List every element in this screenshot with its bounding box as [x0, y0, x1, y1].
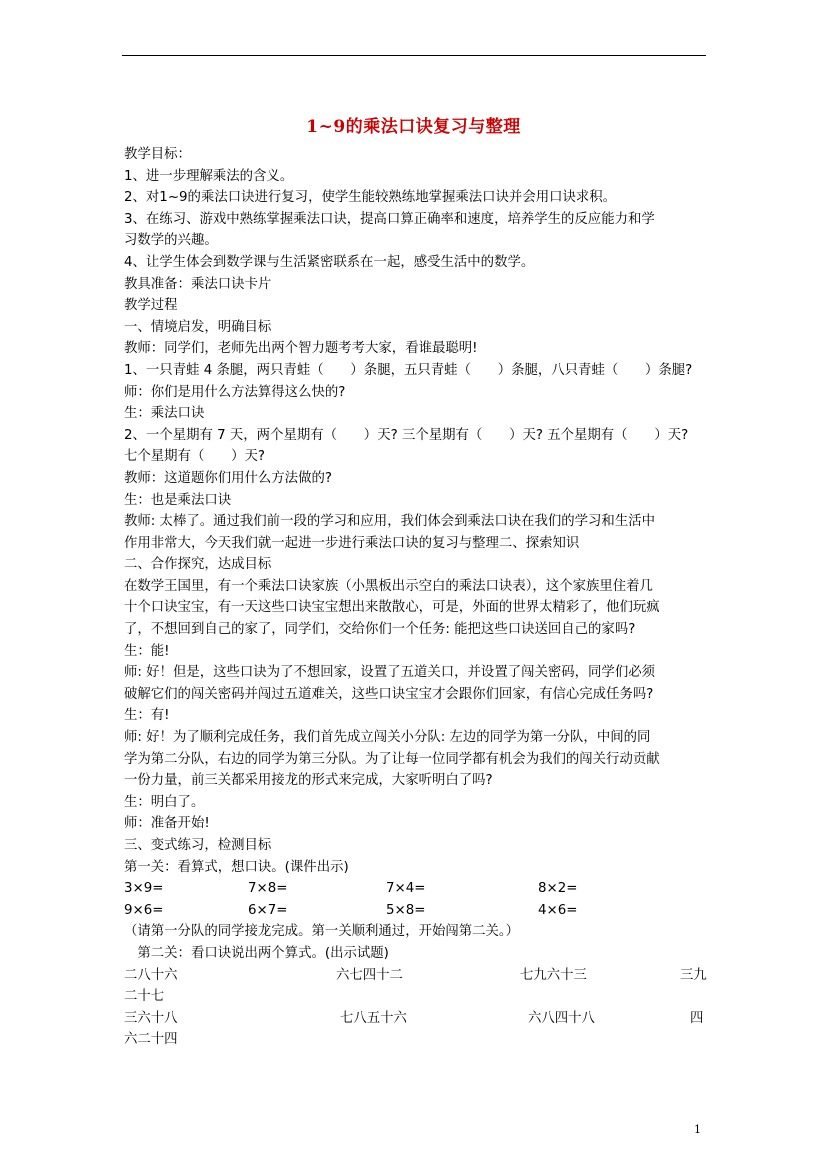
proverb: 七八五十六	[340, 1010, 407, 1026]
text-line: 教师：这道题你们用什么方法做的?	[124, 470, 332, 486]
text-line: 七个星期有（ ）天?	[124, 449, 266, 465]
proverb-row-1	[124, 965, 710, 987]
document-title: 1~9的乘法口诀复习与整理	[306, 117, 521, 137]
text-line: 习数学的兴趣。	[124, 233, 218, 249]
text-line: 教学过程	[124, 298, 178, 314]
proverb-wrap-1: 二十七	[124, 989, 165, 1005]
proverb-wrap-2: 六二十四	[124, 1032, 178, 1048]
text-line: 生：也是乘法口诀	[124, 492, 232, 508]
text-line: 一、情境启发，明确目标	[124, 319, 272, 335]
text-line: 作用非常大，今天我们就一起进一步进行乘法口诀的复习与整理二、探索知识	[124, 535, 580, 551]
text-line: 第二关：看口诀说出两个算式。(出示试题)	[124, 945, 389, 961]
text-line: 师：你们是用什么方法算得这么快的?	[124, 384, 346, 400]
text-line: 十个口诀宝宝，有一天这些口诀宝宝想出来散散心，可是，外面的世界太精彩了，他们玩疯	[124, 600, 660, 616]
equation: 9×6=	[124, 902, 164, 918]
proverb: 三六十八	[124, 1010, 178, 1026]
text-line: （请第一分队的同学接龙完成。第一关顺利通过，开始闯第二关。）	[124, 924, 520, 940]
text-line: 一份力量，前三关都采用接龙的形式来完成，大家听明白了吗?	[124, 773, 493, 789]
proverb-row-2	[124, 1008, 710, 1030]
equation: 7×4=	[386, 881, 426, 897]
equation-row-2	[124, 900, 710, 922]
text-line: 教师：同学们，老师先出两个智力题考考大家，看谁最聪明!	[124, 341, 478, 357]
text-line: 生：乘法口诀	[124, 406, 205, 422]
text-line: 3、在练习、游戏中熟练掌握乘法口诀，提高口算正确率和速度，培养学生的反应能力和学	[124, 211, 655, 227]
text-line: 师: 好！为了顺利完成任务，我们首先成立闯关小分队: 左边的同学为第一分队，中间的同	[124, 730, 651, 746]
text-line: 1、进一步理解乘法的含义。	[124, 168, 294, 184]
proverb: 二八十六	[124, 967, 178, 983]
text-line: 第一关：看算式，想口诀。(课件出示)	[124, 859, 349, 875]
proverb: 三九	[680, 967, 707, 983]
equation: 4×6=	[538, 902, 578, 918]
equation: 5×8=	[386, 902, 426, 918]
text-line: 生：明白了。	[124, 794, 205, 810]
text-line: 2、对1~9的乘法口诀进行复习，使学生能较熟练地掌握乘法口诀并会用口诀求积。	[124, 190, 617, 206]
equation-row-1	[124, 878, 710, 900]
text-line: 1、一只青蛙 4 条腿，两只青蛙（ ）条腿，五只青蛙（ ）条腿，八只青蛙（ ）条腿?	[124, 362, 693, 378]
lesson-text-part2	[124, 921, 710, 964]
text-line: 师：准备开始!	[124, 816, 210, 832]
lesson-text-part1	[124, 144, 710, 878]
document-body	[124, 144, 710, 1051]
equation: 6×7=	[248, 902, 288, 918]
text-line: 破解它们的闯关密码并闯过五道难关，这些口诀宝宝才会跟你们回家，有信心完成任务吗?	[124, 686, 654, 702]
proverb: 六八四十八	[528, 1010, 595, 1026]
text-line: 师: 好！但是，这些口诀为了不想回家，设置了五道关口，并设置了闯关密码，同学们必须	[124, 665, 655, 681]
page-number: 1	[694, 1123, 701, 1136]
proverb: 四	[690, 1010, 704, 1026]
equation: 7×8=	[248, 881, 288, 897]
text-line: 4、让学生体会到数学课与生活紧密联系在一起，感受生活中的数学。	[124, 254, 535, 270]
text-line: 三、变式练习，检测目标	[124, 838, 272, 853]
proverb: 六七四十二	[336, 967, 403, 983]
text-line: 教具准备：乘法口诀卡片	[124, 276, 272, 292]
equation: 3×9=	[124, 881, 164, 897]
equation: 8×2=	[538, 881, 578, 897]
text-line: 2、一个星期有 7 天，两个星期有（ ）天? 三个星期有（ ）天? 五个星期有（ ）天?	[124, 427, 689, 443]
text-line: 学为第二分队，右边的同学为第三分队。为了让每一位同学都有机会为我们的闯关行动贡献	[124, 751, 660, 767]
proverb: 七九六十三	[520, 967, 587, 983]
text-line: 二、合作探究，达成目标	[124, 557, 272, 573]
text-line: 教学目标：	[124, 147, 191, 162]
header-rule	[122, 55, 706, 56]
text-line: 生：能!	[124, 643, 170, 659]
text-line: 了，不想回到自己的家了，同学们，交给你们一个任务: 能把这些口诀送回自己的家吗?	[124, 622, 636, 638]
text-line: 在数学王国里，有一个乘法口诀家族（小黑板出示空白的乘法口诀表），这个家族里住着几	[124, 578, 653, 594]
text-line: 教师: 太棒了。通过我们前一段的学习和应用，我们体会到乘法口诀在我们的学习和生活中	[124, 514, 655, 530]
text-line: 生：有!	[124, 708, 170, 724]
